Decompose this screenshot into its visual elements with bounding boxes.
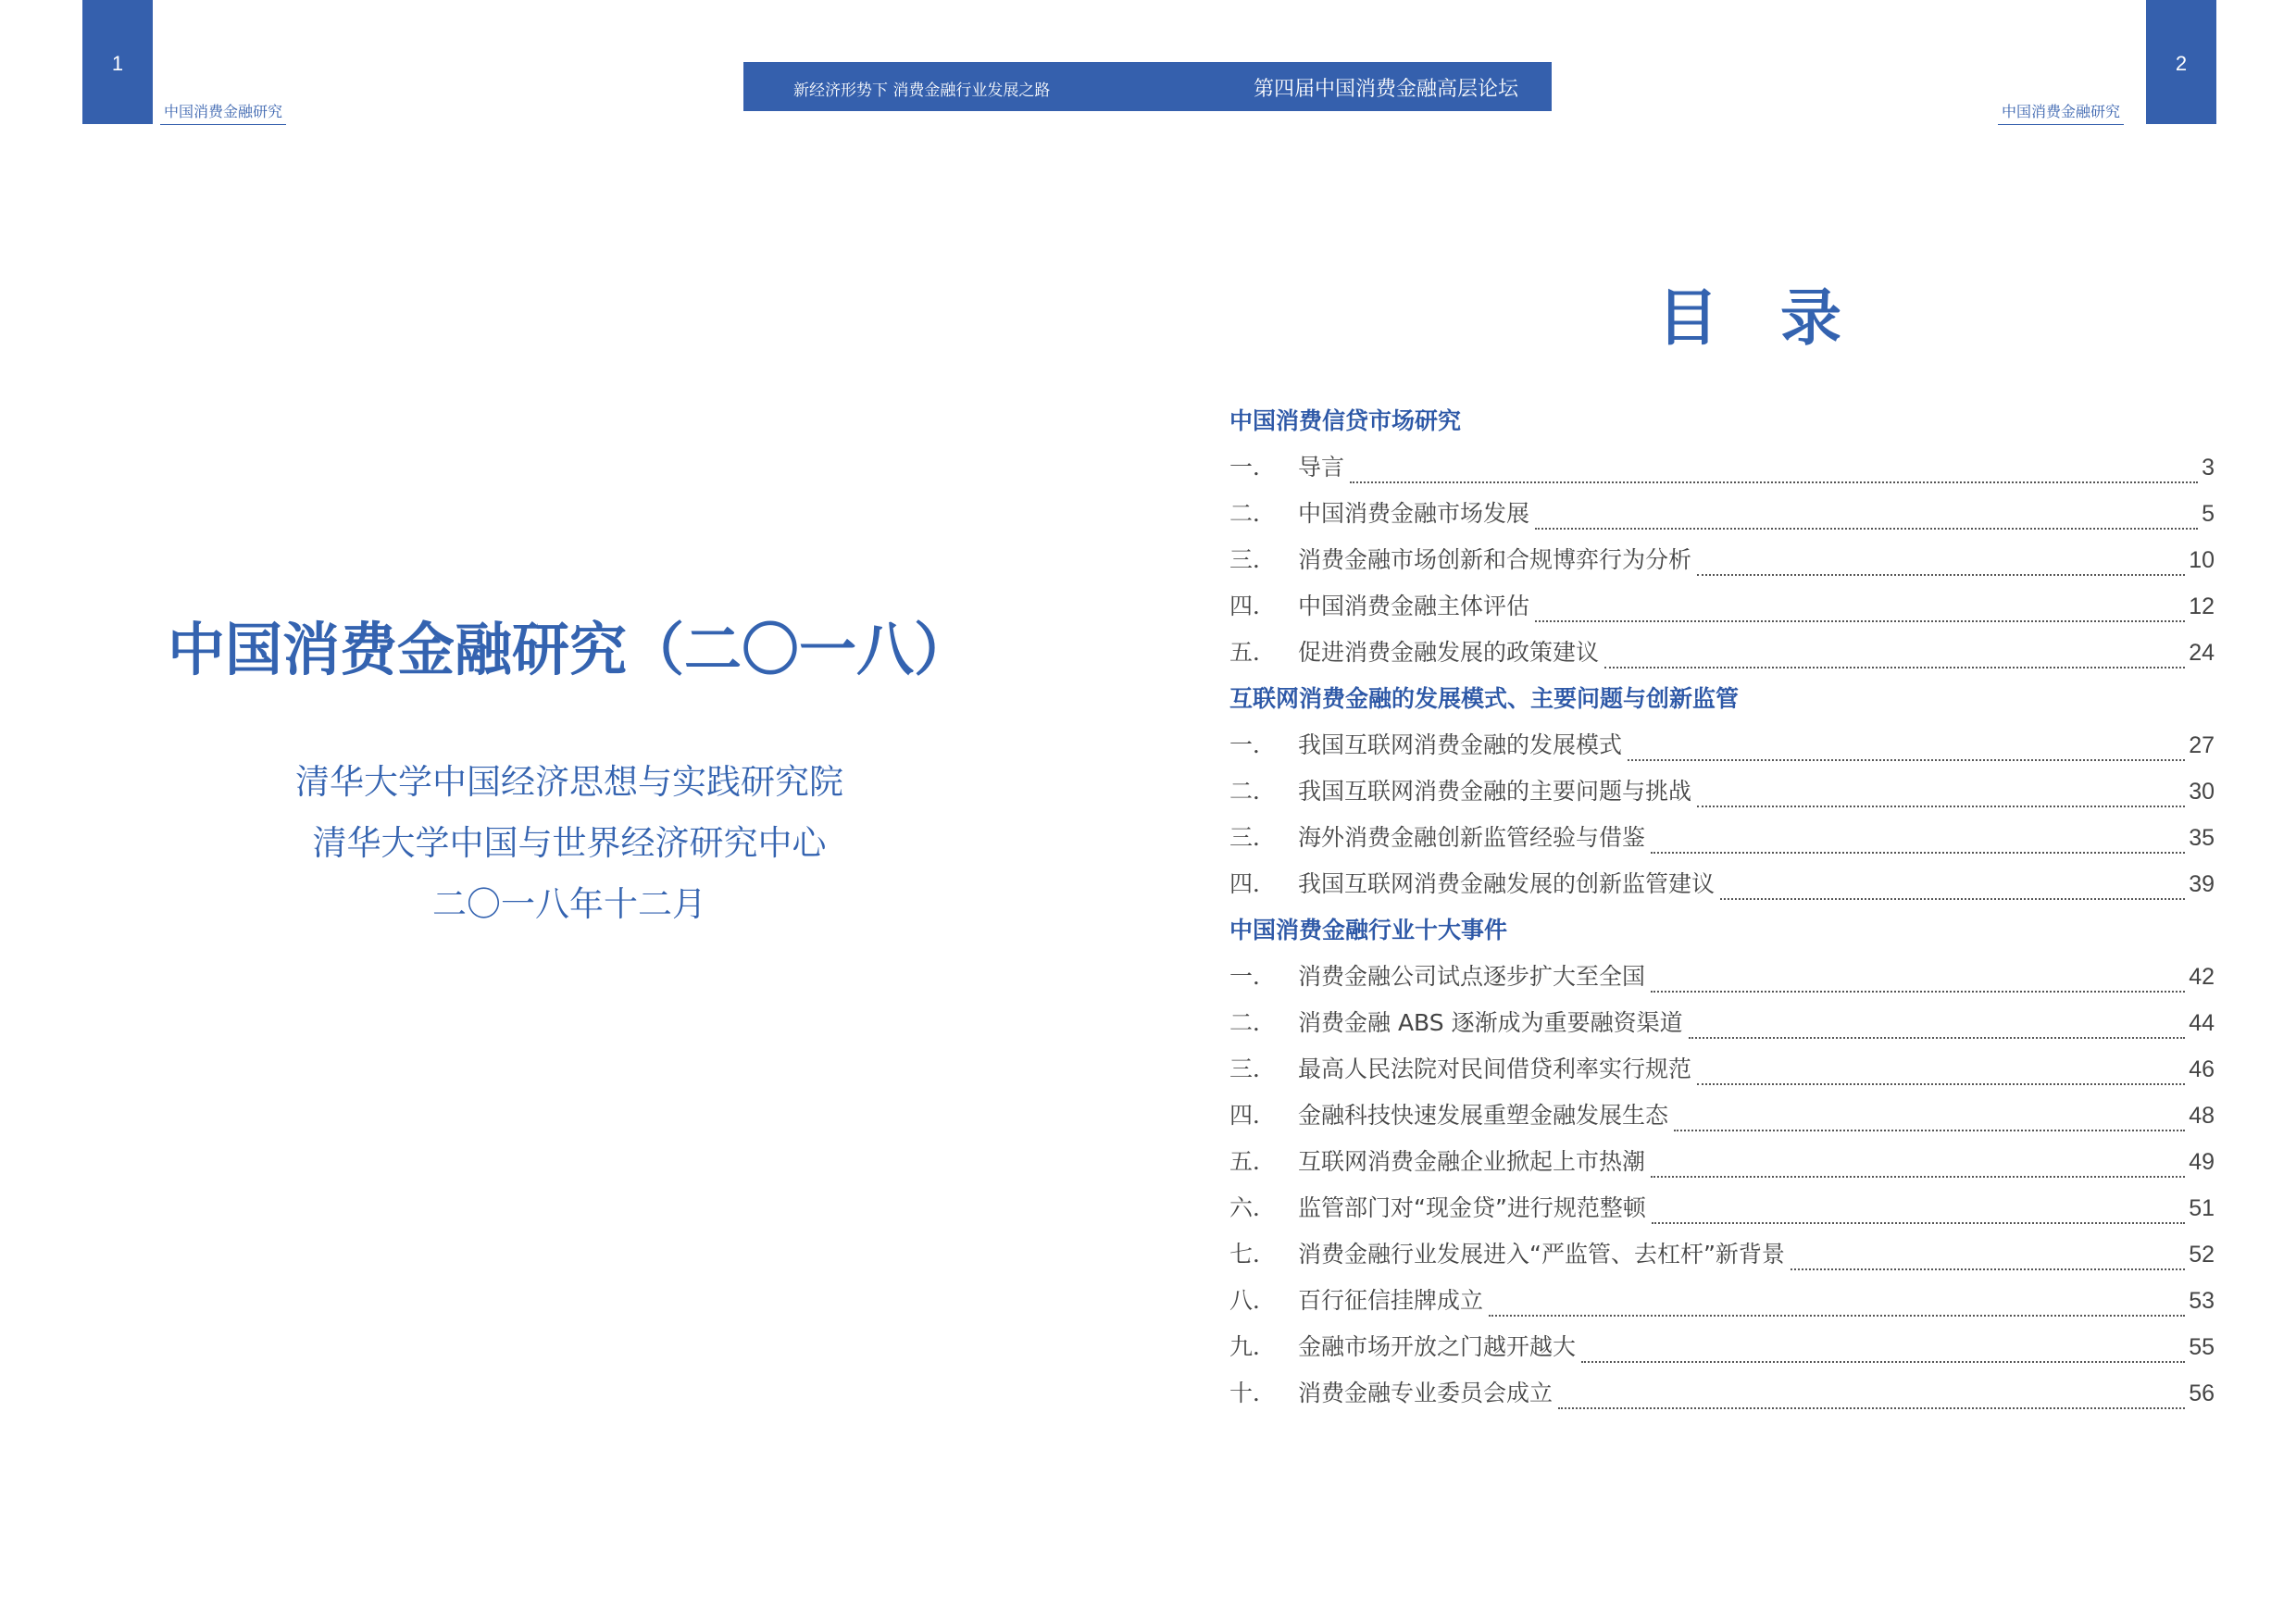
toc-dot-leader: [1535, 528, 2198, 530]
page-number-tab-left: [82, 0, 153, 124]
toc-entry-text: 监管部门对“现金贷”进行规范整顿: [1298, 1194, 1646, 1221]
toc-entry-number: 六．: [1229, 1194, 1277, 1221]
toc-entry-page: 56: [2189, 1380, 2215, 1406]
toc-entry-number: 三．: [1229, 1056, 1277, 1082]
toc-entry[interactable]: [1229, 1093, 2215, 1139]
toc-entry-page: 52: [2189, 1242, 2215, 1268]
toc-entry-text: 中国消费金融主体评估: [1298, 593, 1530, 619]
toc-entry[interactable]: [1229, 722, 2215, 768]
toc-entry-page: 48: [2189, 1103, 2215, 1129]
toc-section-title: 互联网消费金融的发展模式、主要问题与创新监管: [1229, 685, 1740, 712]
toc-entry[interactable]: [1229, 444, 2215, 491]
toc-entry[interactable]: [1229, 1185, 2215, 1231]
toc-entry-number: 二．: [1229, 500, 1277, 527]
toc-dot-leader: [1558, 1407, 2185, 1409]
toc-entry[interactable]: [1229, 583, 2215, 630]
table-of-contents: [1229, 398, 2215, 1417]
toc-entry-number: 二．: [1229, 1009, 1277, 1036]
toc-entry-number: 一．: [1229, 963, 1277, 990]
toc-entry-text: 我国互联网消费金融发展的创新监管建议: [1298, 870, 1716, 897]
toc-entry-page: 55: [2189, 1334, 2215, 1360]
toc-dot-leader: [1674, 1130, 2185, 1131]
toc-entry-page: 24: [2189, 640, 2215, 666]
toc-entry-text: 海外消费金融创新监管经验与借鉴: [1298, 824, 1646, 851]
toc-entry[interactable]: [1229, 1000, 2215, 1046]
toc-entry[interactable]: [1229, 815, 2215, 861]
toc-dot-leader: [1652, 1222, 2185, 1224]
page-number-left: 1: [111, 52, 124, 75]
toc-dot-leader: [1689, 1037, 2186, 1039]
toc-entry-page: 49: [2189, 1149, 2215, 1175]
toc-entry-number: 九．: [1229, 1333, 1277, 1360]
toc-entry-number: 一．: [1229, 731, 1277, 758]
toc-dot-leader: [1651, 852, 2185, 854]
toc-entry-text: 中国消费金融市场发展: [1298, 500, 1530, 527]
toc-entry-number: 三．: [1229, 824, 1277, 851]
toc-entry-number: 一．: [1229, 454, 1277, 481]
toc-entry[interactable]: [1229, 537, 2215, 583]
cover-title: 中国消费金融研究（二〇一八）: [167, 616, 971, 683]
toc-entry-page: 27: [2189, 732, 2215, 758]
toc-entry-number: 八．: [1229, 1287, 1277, 1314]
toc-entry-text: 消费金融市场创新和合规博弈行为分析: [1298, 546, 1692, 573]
toc-entry-number: 四．: [1229, 1102, 1277, 1129]
toc-entry-number: 四．: [1229, 870, 1277, 897]
toc-dot-leader: [1651, 1176, 2185, 1178]
page-number-tab-right: [2146, 0, 2216, 124]
toc-dot-leader: [1604, 667, 2185, 668]
toc-entry-number: 三．: [1229, 546, 1277, 573]
toc-entry-page: 35: [2189, 825, 2215, 851]
toc-dot-leader: [1697, 1083, 2185, 1085]
toc-entry-page: 53: [2189, 1288, 2215, 1314]
toc-section-title: 中国消费信贷市场研究: [1229, 407, 1462, 434]
toc-entry[interactable]: [1229, 768, 2215, 815]
page-number-right: 2: [2175, 52, 2188, 75]
cover-date: 二〇一八年十二月: [432, 884, 706, 924]
toc-entry-text: 最高人民法院对民间借贷利率实行规范: [1298, 1056, 1692, 1082]
toc-entry[interactable]: [1229, 1370, 2215, 1417]
toc-entry-page: 42: [2189, 964, 2215, 990]
cover-institution-1: 清华大学中国经济思想与实践研究院: [295, 762, 843, 802]
toc-title: 目 录: [1657, 282, 1862, 354]
toc-entry-page: 51: [2189, 1195, 2215, 1221]
toc-entry-number: 十．: [1229, 1380, 1277, 1406]
toc-dot-leader: [1720, 898, 2185, 900]
toc-entry-text: 消费金融公司试点逐步扩大至全国: [1298, 963, 1646, 990]
toc-entry-number: 五．: [1229, 639, 1277, 666]
toc-entry[interactable]: [1229, 1139, 2215, 1185]
running-title-left: 中国消费金融研究: [160, 100, 286, 125]
toc-entry-text: 金融市场开放之门越开越大: [1298, 1333, 1577, 1360]
toc-entry-number: 二．: [1229, 778, 1277, 805]
toc-entry-number: 七．: [1229, 1241, 1277, 1268]
toc-entry-text: 互联网消费金融企业掀起上市热潮: [1298, 1148, 1646, 1175]
toc-dot-leader: [1535, 620, 2185, 622]
toc-entry[interactable]: [1229, 861, 2215, 907]
header-banner: [743, 62, 1552, 111]
banner-subtitle: 新经济形势下 消费金融行业发展之路: [793, 81, 1051, 100]
toc-entry-page: 46: [2189, 1056, 2215, 1082]
toc-dot-leader: [1697, 806, 2185, 807]
toc-entry[interactable]: [1229, 1046, 2215, 1093]
toc-dot-leader: [1581, 1361, 2185, 1363]
toc-entry-page: 39: [2189, 871, 2215, 897]
toc-entry-text: 我国互联网消费金融的发展模式: [1298, 731, 1623, 758]
toc-dot-leader: [1489, 1315, 2185, 1317]
toc-dot-leader: [1651, 991, 2185, 993]
toc-entry[interactable]: [1229, 1324, 2215, 1370]
toc-entry-number: 五．: [1229, 1148, 1277, 1175]
toc-dot-leader: [1350, 481, 2198, 483]
toc-entry[interactable]: [1229, 1231, 2215, 1278]
banner-forum-title: 第四届中国消费金融高层论坛: [1253, 78, 1518, 101]
toc-entry-page: 3: [2202, 455, 2215, 481]
toc-entry[interactable]: [1229, 630, 2215, 676]
toc-section-title: 中国消费金融行业十大事件: [1229, 917, 1508, 943]
toc-entry-text: 金融科技快速发展重塑金融发展生态: [1298, 1102, 1669, 1129]
toc-entry-text: 消费金融行业发展进入“严监管、去杠杆”新背景: [1298, 1241, 1785, 1268]
toc-entry-number: 四．: [1229, 593, 1277, 619]
toc-entry-page: 12: [2189, 593, 2215, 619]
toc-entry-text: 促进消费金融发展的政策建议: [1298, 639, 1600, 666]
toc-entry-text: 百行征信挂牌成立: [1298, 1287, 1484, 1314]
toc-entry[interactable]: [1229, 1278, 2215, 1324]
toc-entry-page: 5: [2202, 501, 2215, 527]
toc-dot-leader: [1791, 1268, 2185, 1270]
toc-entry-page: 30: [2189, 779, 2215, 805]
toc-entry[interactable]: [1229, 491, 2215, 537]
toc-entry-page: 44: [2189, 1010, 2215, 1036]
toc-dot-leader: [1628, 759, 2185, 761]
toc-entry-text: 导言: [1298, 454, 1345, 481]
toc-entry-text: 消费金融 ABS 逐渐成为重要融资渠道: [1298, 1009, 1683, 1036]
cover-institution-2: 清华大学中国与世界经济研究中心: [312, 823, 827, 863]
toc-entry[interactable]: [1229, 954, 2215, 1000]
running-title-right: 中国消费金融研究: [1998, 100, 2124, 125]
toc-entry-text: 消费金融专业委员会成立: [1298, 1380, 1554, 1406]
cover-credits: [111, 752, 1028, 935]
toc-dot-leader: [1697, 574, 2185, 576]
toc-entry-page: 10: [2189, 547, 2215, 573]
toc-entry-text: 我国互联网消费金融的主要问题与挑战: [1298, 778, 1692, 805]
